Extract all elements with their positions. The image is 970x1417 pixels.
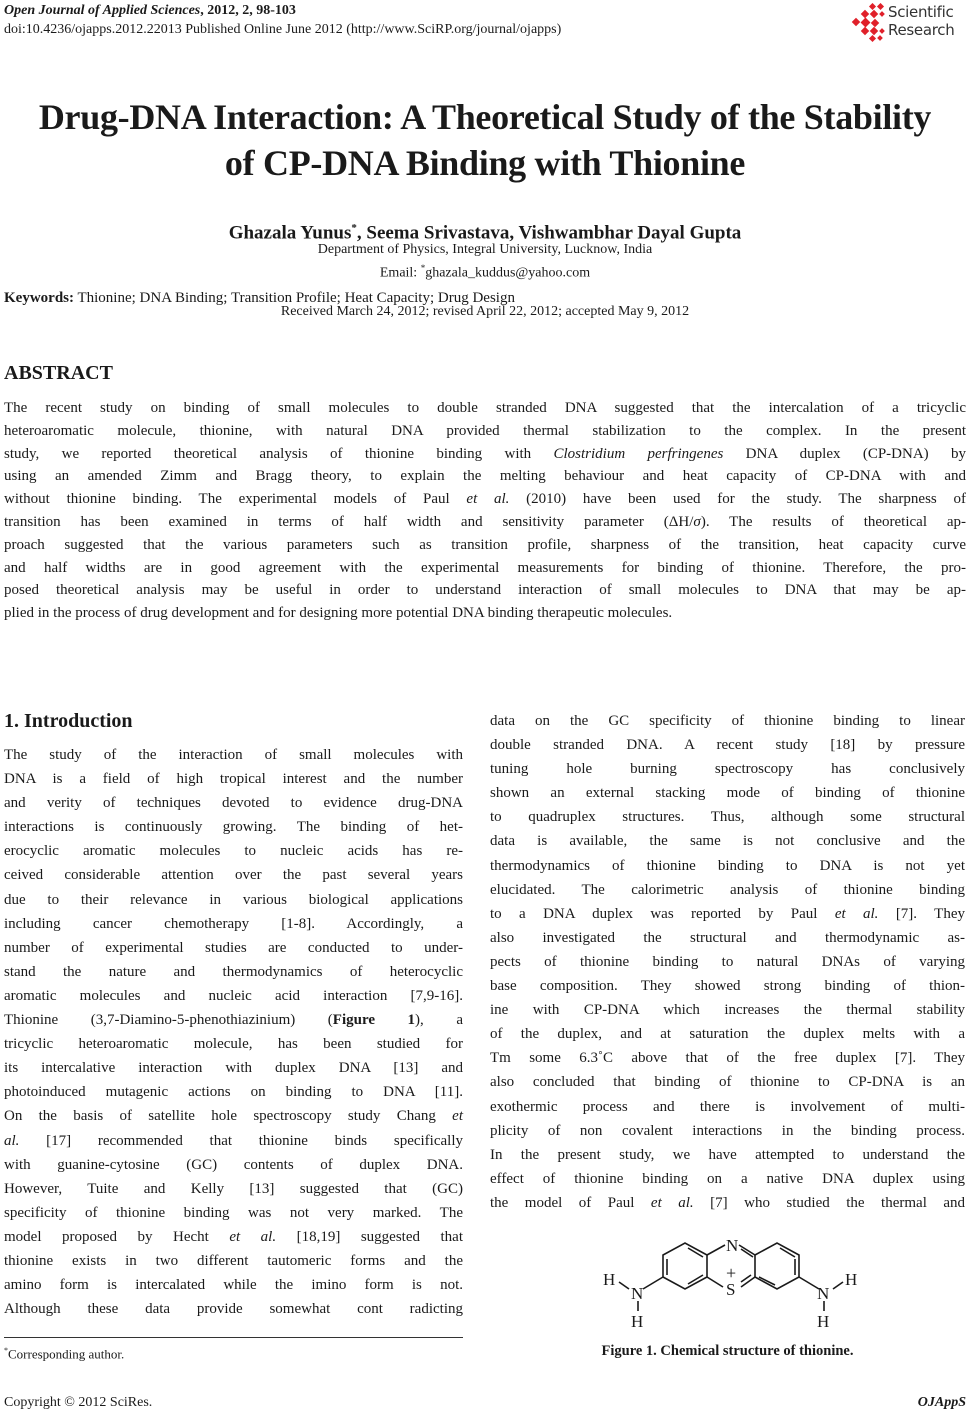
abstract-body xyxy=(4,397,966,625)
abstract-line: proach suggested that the various parameters such as transition profile, sharpness of the transition, heat capacity curve xyxy=(4,536,966,553)
text-line: effect of thionine binding on a native DNA duplex using xyxy=(490,1170,965,1187)
journal-name: Open Journal of Applied Sciences xyxy=(4,3,201,18)
svg-text:N: N xyxy=(631,1284,644,1303)
text-line: On the basis of satellite hole spectroscopy study Chang et xyxy=(4,1108,463,1125)
text-line: Although these data provide somewhat cont radicting xyxy=(4,1301,463,1318)
text-line: interactions is continuously growing. The binding of het- xyxy=(4,819,463,836)
text-line: its intercalative interaction with duplex DNA [13] and xyxy=(4,1060,463,1077)
paper-title: Drug-DNA Interaction: A Theoretical Study of the Stability of CP-DNA Binding with Thionine xyxy=(38,97,932,183)
figure-1-reference[interactable]: Figure 1 xyxy=(332,1012,416,1029)
text-line: Tm some 6.3˚C above that of the free duplex [7]. They xyxy=(490,1050,965,1067)
text-line: ine with CP-DNA which increases the thermal stability xyxy=(490,1002,965,1019)
text-line: thionine exists in two different tautomeric forms and the xyxy=(4,1252,463,1269)
text-line: model proposed by Hecht et al. [18,19] suggested that xyxy=(4,1228,463,1245)
journal-volume: , 2012, 2, 98-103 xyxy=(200,3,296,18)
text-line: data on the GC specificity of thionine binding to linear xyxy=(490,713,965,729)
text-line: and verity of techniques devoted to evidence drug-DNA xyxy=(4,795,463,812)
abstract-line: and half widths are in good agreement with the experimental measurements for binding of thionine. Therefore, the pro- xyxy=(4,559,966,576)
svg-text:N: N xyxy=(726,1237,739,1255)
text-line: thermodynamics of thionine binding to DNA is not yet xyxy=(490,857,965,874)
abstract-line: using an amended Zimm and Bragg theory, to explain the melting behaviour and heat capacity of CP-DNA with and xyxy=(4,468,966,485)
text-line: base composition. They showed strong binding of thion- xyxy=(490,978,965,995)
text-line: However, Tuite and Kelly [13] suggested that (GC) xyxy=(4,1180,463,1197)
text-line: tricyclic heteroaromatic molecule, has been studied for xyxy=(4,1036,463,1053)
footnote: *Corresponding author. xyxy=(4,1346,125,1362)
svg-text:H: H xyxy=(631,1312,644,1331)
keywords-line xyxy=(4,288,515,308)
text-line: Thionine (3,7-Diamino-5-phenothiazinium) (Figure 1), a xyxy=(4,1012,463,1029)
publisher-logo xyxy=(848,3,970,43)
text-line: plicity of non covalent interactions in the binding process. xyxy=(490,1122,965,1139)
received-dates: Received March 24, 2012; revised April 22, 2012; accepted May 9, 2012 xyxy=(280,304,690,319)
text-line: The study of the interaction of small molecules with xyxy=(4,747,463,763)
svg-text:S: S xyxy=(726,1280,736,1299)
logo-text: Scientific Research xyxy=(888,3,955,39)
text-line: al. [17] recommended that thionine binds specifically xyxy=(4,1132,463,1149)
text-line: ceived considerable attention over the past several years xyxy=(4,867,463,884)
text-line: In the present study, we have attempted to understand the xyxy=(490,1146,965,1163)
abstract-line: study, we reported theoretical analysis of thionine binding with Clostridium perfringenes DNA duplex (CP-DNA) by xyxy=(4,445,966,462)
doi-line: doi:10.4236/ojapps.2012.22013 Published Online June 2012 (http://www.SciRP.org/journal/ojapps) xyxy=(4,22,562,37)
copyright: Copyright © 2012 SciRes. xyxy=(4,1395,153,1410)
svg-text:H: H xyxy=(845,1270,858,1289)
text-line: also investigated the structural and thermodynamic as- xyxy=(490,929,965,946)
text-line: due to their relevance in various biological applications xyxy=(4,891,463,908)
abstract-line: posed theoretical analysis may be useful in order to understand interaction of small molecules to DNA that may be ap- xyxy=(4,582,966,599)
keywords-label: Keywords: xyxy=(4,290,74,306)
text-line: with guanine-cytosine (GC) contents of duplex DNA. xyxy=(4,1156,463,1173)
author-rest: , Seema Srivastava, Vishwambhar Dayal Gupta xyxy=(356,222,742,244)
text-line: tuning hole burning spectroscopy has conclusively xyxy=(490,761,965,778)
text-line: photoinduced mutagenic actions on binding to DNA [11]. xyxy=(4,1084,463,1101)
journal-citation xyxy=(4,2,296,20)
intro-right-column xyxy=(490,709,965,1215)
author-first: Ghazala Yunus xyxy=(228,222,352,244)
text-line: of the duplex, and at saturation the duplex melts with a xyxy=(490,1026,965,1043)
email-line: Email: *ghazala_kuddus@yahoo.com xyxy=(379,263,591,281)
text-line: stand the nature and thermodynamics of heterocyclic xyxy=(4,963,463,980)
section-heading-introduction: 1. Introduction xyxy=(4,710,133,732)
abstract-heading: ABSTRACT xyxy=(4,362,113,384)
svg-text:N: N xyxy=(817,1284,830,1303)
thionine-structure-figure xyxy=(595,1237,885,1337)
text-line: DNA is a field of high tropical interest and the number xyxy=(4,771,463,788)
figure-caption: Figure 1. Chemical structure of thionine. xyxy=(601,1343,854,1359)
text-line: number of experimental studies are conducted to under- xyxy=(4,939,463,956)
affiliation: Department of Physics, Integral University, Lucknow, India xyxy=(317,242,653,257)
red-diamond-cluster-icon xyxy=(848,3,888,43)
text-line: aromatic molecules and nucleic acid interaction [7,9-16]. xyxy=(4,987,463,1004)
text-line: the model of Paul et al. [7] who studied the thermal and xyxy=(490,1194,966,1211)
abstract-line: transition has been examined in terms of half width and sensitivity parameter (ΔH/σ). The results of theoretical ap- xyxy=(4,513,966,530)
text-line: also concluded that binding of thionine to CP-DNA is an xyxy=(490,1074,965,1091)
text-line: to a DNA duplex was reported by Paul et al. [7]. They xyxy=(490,905,965,922)
footnote-divider xyxy=(4,1337,463,1338)
svg-text:+: + xyxy=(726,1263,737,1283)
text-line: specificity of thionine binding was not very marked. The xyxy=(4,1204,463,1221)
text-line: data is available, the same is not conclusive and the xyxy=(490,833,965,850)
text-line: shown an external stacking mode of binding of thionine xyxy=(490,785,965,802)
journal-abbrev: OJAppS xyxy=(917,1395,966,1410)
text-line: erocyclic aromatic molecules to nucleic acids has re- xyxy=(4,843,463,860)
email-link[interactable]: ghazala_kuddus@yahoo.com xyxy=(425,265,591,281)
corresponding-mark: * xyxy=(351,222,357,234)
text-line: amino form is intercalated while the imino form is not. xyxy=(4,1277,463,1294)
text-line: elucidated. The calorimetric analysis of thionine binding xyxy=(490,881,965,898)
svg-text:H: H xyxy=(603,1270,616,1289)
svg-text:H: H xyxy=(817,1312,830,1331)
text-line: double stranded DNA. A recent study [18] by pressure xyxy=(490,737,965,754)
text-line: including cancer chemotherapy [1-8]. Accordingly, a xyxy=(4,915,463,932)
abstract-line: heteroaromatic molecule, thionine, with natural DNA provided thermal stabilization to the complex. In the present xyxy=(4,422,966,439)
abstract-line: The recent study on binding of small molecules to double stranded DNA suggested that the intercalation of a tricyclic xyxy=(4,400,966,416)
intro-left-column xyxy=(4,743,463,1321)
abstract-line: without thionine binding. The experimental models of Paul et al. (2010) have been used for the study. The sharpness of xyxy=(4,491,966,508)
text-line: to quadruplex structures. Thus, although some structural xyxy=(490,809,965,826)
chemical-structure-diagram xyxy=(595,1237,885,1337)
text-line: pects of thionine binding to natural DNAs of varying xyxy=(490,953,965,970)
keywords-text: Thionine; DNA Binding; Transition Profile; Heat Capacity; Drug Design xyxy=(74,290,515,306)
abstract-line: plied in the process of drug development and for designing more potential DNA binding therapeutic molecules. xyxy=(4,605,673,622)
text-line: exothermic process and there is involvement of multi- xyxy=(490,1098,965,1115)
